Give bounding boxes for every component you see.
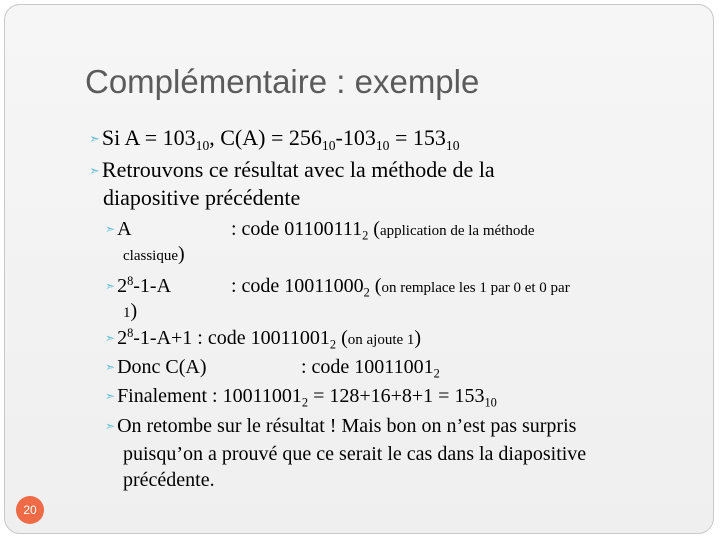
subscript: 10 xyxy=(445,137,460,153)
sub-bullet-conclusion-cont1: puisqu’on a prouvé que ce serait le cas dans la diapositive xyxy=(123,443,587,465)
text: ( xyxy=(341,327,348,349)
text: -1-A+1 : code 10011001 xyxy=(133,327,330,349)
sub-bullet-plus-one xyxy=(105,327,421,350)
page-number-badge: 20 xyxy=(16,496,44,524)
arrow-bullet-icon: ➣ xyxy=(105,389,116,403)
text: = 153 xyxy=(389,125,446,150)
superscript: 8 xyxy=(127,326,134,341)
sub-bullet-donc-code xyxy=(301,356,440,379)
text: 2 xyxy=(117,327,128,349)
arrow-bullet-icon: ➣ xyxy=(105,279,116,293)
arrow-bullet-icon: ➣ xyxy=(105,331,116,345)
text: 2 xyxy=(117,275,128,297)
subscript: 2 xyxy=(362,228,369,243)
subscript: 2 xyxy=(363,285,370,300)
sub-bullet-complement-cont xyxy=(123,300,137,323)
note: application de la méthode xyxy=(379,223,535,239)
arrow-bullet-icon: ➣ xyxy=(105,360,116,374)
text: ) xyxy=(177,243,185,265)
note: on ajoute 1 xyxy=(347,332,415,348)
arrow-bullet-icon: ➣ xyxy=(105,419,116,433)
subscript: 2 xyxy=(329,337,337,352)
sub-bullet-conclusion-cont2: précédente. xyxy=(123,469,215,491)
text: : code 10011000 xyxy=(231,275,364,297)
sub-bullet-finalement xyxy=(105,385,497,408)
sub-bullet-a xyxy=(105,218,132,241)
text: ) xyxy=(130,300,138,322)
sub-bullet-complement xyxy=(105,275,171,298)
text: Finalement : 10011001 xyxy=(117,385,302,407)
subscript: 10 xyxy=(484,395,497,410)
bullet-retrouvons-cont: diapositive précédente xyxy=(103,185,301,210)
text: -1-A xyxy=(133,275,172,297)
subscript: 2 xyxy=(433,366,440,381)
text: Si A = 103 xyxy=(101,125,196,150)
slide-title: Complémentaire : exemple xyxy=(85,63,480,100)
sub-bullet-donc xyxy=(105,356,207,379)
text: : code 10011001 xyxy=(301,356,434,378)
subscript: 10 xyxy=(195,137,210,153)
bullet-retrouvons xyxy=(89,157,495,183)
subscript: 10 xyxy=(321,137,336,153)
sub-bullet-complement-code xyxy=(231,275,570,298)
text: ( xyxy=(373,218,380,240)
sub-bullet-conclusion xyxy=(105,415,576,438)
slide-frame xyxy=(4,4,714,534)
sub-bullet-a-code xyxy=(231,218,535,241)
text: -103 xyxy=(335,125,376,150)
subscript: 10 xyxy=(375,137,390,153)
note: classique xyxy=(123,248,178,264)
arrow-bullet-icon: ➣ xyxy=(89,163,100,178)
arrow-bullet-icon: ➣ xyxy=(105,222,116,236)
superscript: 8 xyxy=(127,274,134,289)
arrow-bullet-icon: ➣ xyxy=(89,131,100,146)
text: Donc C(A) xyxy=(117,356,207,378)
note: 1 xyxy=(123,305,131,321)
text: , C(A) = 256 xyxy=(209,125,322,150)
text: = 128+16+8+1 = 153 xyxy=(308,385,485,407)
text: Retrouvons ce résultat avec la méthode de la xyxy=(101,157,495,182)
text: On retombe sur le résultat ! Mais bon on n’est pas surpris xyxy=(117,415,577,437)
sub-bullet-a-cont xyxy=(123,243,185,266)
note: on remplace les 1 par 0 et 0 par xyxy=(381,280,570,296)
text: ) xyxy=(414,327,422,349)
subscript: 2 xyxy=(301,395,309,410)
bullet-definition xyxy=(89,125,460,151)
text: : code 01100111 xyxy=(231,218,363,240)
text: ( xyxy=(374,275,382,297)
text: A xyxy=(117,218,132,240)
